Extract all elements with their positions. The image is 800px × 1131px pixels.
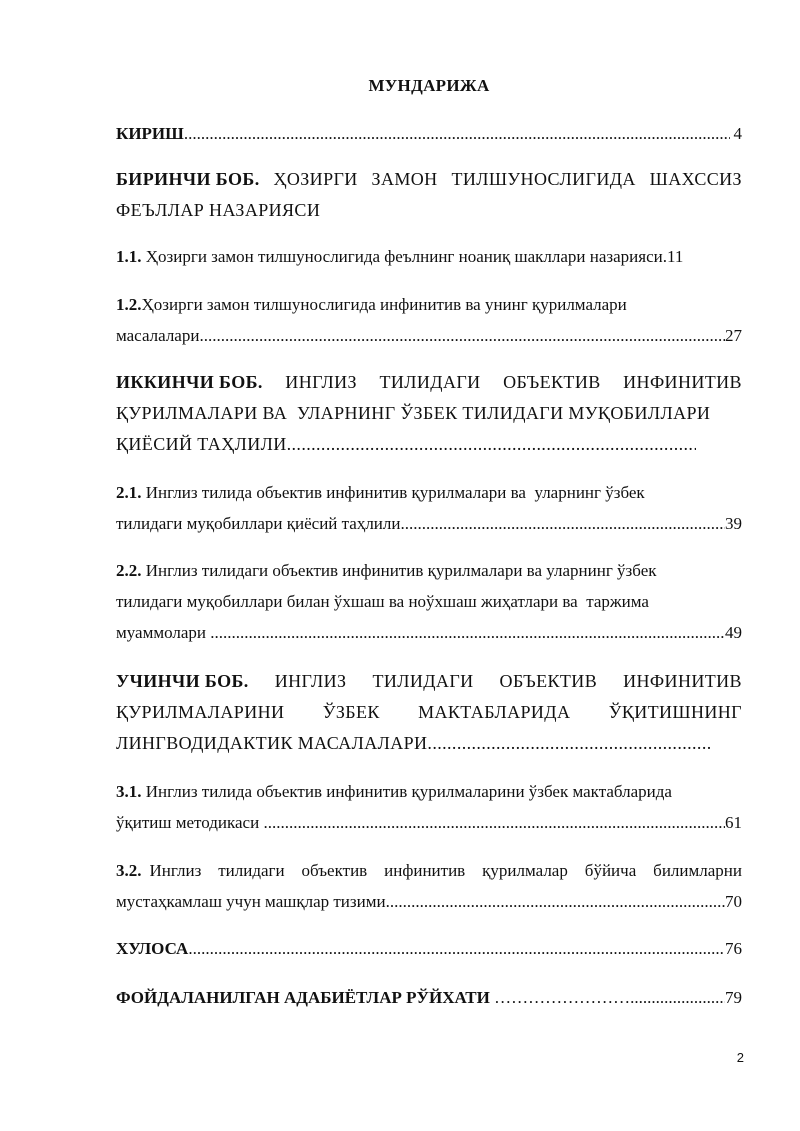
section-title: Ҳозирги замон тилшунослигида инфинитив ва унинг қурилмалари bbox=[141, 295, 627, 314]
toc-page-number: 61 bbox=[725, 813, 742, 832]
section-title: Инглиз тилида объектив инфинитив қурилмаларини ўзбек мактабларида bbox=[145, 782, 672, 801]
toc-section-line bbox=[116, 289, 742, 320]
toc-page-number: 49 bbox=[725, 623, 742, 642]
section-title: Инглиз тилидаги объектив инфинитив қурилмалари ва уларнинг ўзбек bbox=[145, 561, 657, 580]
toc-section-line bbox=[116, 508, 742, 539]
toc-section-line bbox=[116, 886, 742, 917]
section-title-cont: тилидаги муқобиллари қиёсий таҳлили bbox=[116, 514, 401, 533]
toc-page-number: 70 bbox=[725, 892, 742, 911]
chapter-word: ТИЛИДАГИ bbox=[379, 372, 481, 392]
page-number: 2 bbox=[736, 1050, 744, 1065]
section-title-cont: мустаҳкамлаш учун машқлар тизими bbox=[116, 892, 386, 911]
toc-section-1-2[interactable] bbox=[116, 289, 742, 351]
toc-section-line bbox=[116, 807, 742, 838]
toc-section-line: тилидаги муқобиллари билан ўхшаш ва ноўхшаш жиҳатлари ва таржима bbox=[116, 592, 649, 611]
toc-chapter-line bbox=[116, 367, 742, 398]
toc-entry-label: ФОЙДАЛАНИЛГАН АДАБИЁТЛАР РЎЙХАТИ bbox=[116, 988, 490, 1007]
toc-section-line bbox=[116, 477, 742, 508]
section-title: Ҳозирги замон тилшунослигида феълнинг ноаниқ шакллари назарияси. bbox=[145, 247, 667, 266]
chapter-prefix: БИРИНЧИ БОБ. bbox=[116, 169, 260, 189]
chapter-word: ОБЪЕКТИВ bbox=[499, 671, 598, 691]
chapter-title-cont: ҚИЁСИЙ ТАҲЛИЛИ bbox=[116, 434, 287, 454]
toc-section-line bbox=[116, 855, 742, 886]
toc-section-2-1[interactable] bbox=[116, 477, 742, 539]
chapter-word: ЗАМОН bbox=[371, 169, 438, 189]
chapter-prefix: УЧИНЧИ БОБ. bbox=[116, 671, 249, 691]
chapter-word: ОБЪЕКТИВ bbox=[503, 372, 601, 392]
leader-dots bbox=[427, 728, 710, 759]
toc-chapter-line bbox=[116, 666, 742, 697]
section-number: 3.1. bbox=[116, 782, 142, 801]
section-number: 1.1. bbox=[116, 247, 142, 266]
page-title: МУНДАРИЖА bbox=[368, 76, 490, 95]
toc-entry-intro[interactable] bbox=[116, 118, 742, 149]
section-number: 3.2. bbox=[116, 861, 142, 880]
leader-dots bbox=[630, 982, 725, 1013]
leader-dots bbox=[287, 429, 696, 460]
chapter-word: ТИЛИДАГИ bbox=[372, 671, 474, 691]
toc-chapter-line bbox=[116, 429, 696, 460]
toc-section-line bbox=[116, 555, 742, 586]
leader-dots bbox=[386, 886, 725, 917]
toc-chapter-line bbox=[116, 697, 742, 728]
section-title-cont: муаммолари bbox=[116, 623, 211, 642]
section-title-cont: масалалари bbox=[116, 326, 200, 345]
toc-section-1-1[interactable] bbox=[116, 241, 742, 272]
toc-section-line bbox=[116, 776, 742, 807]
leader-dots bbox=[184, 118, 730, 149]
section-title: Инглиз тилида объектив инфинитив қурилмалари ва уларнинг ўзбек bbox=[145, 483, 645, 502]
toc-page-number: 39 bbox=[725, 514, 742, 533]
section-number: 1.2. bbox=[116, 295, 142, 314]
toc-page-number: 11 bbox=[666, 247, 684, 266]
leader-dots bbox=[210, 617, 725, 648]
leader-dots bbox=[400, 508, 725, 539]
chapter-word: ЎЗБЕК bbox=[322, 702, 380, 722]
toc-chapter-3[interactable] bbox=[116, 666, 742, 759]
toc-chapter-2[interactable] bbox=[116, 367, 742, 460]
chapter-word: ИНФИНИТИВ bbox=[623, 372, 742, 392]
chapter-word: ШАХССИЗ bbox=[649, 169, 742, 189]
chapter-word: ИНГЛИЗ bbox=[285, 372, 357, 392]
section-number: 2.2. bbox=[116, 561, 142, 580]
toc-chapter-line bbox=[116, 164, 742, 195]
toc-section-2-2[interactable] bbox=[116, 555, 742, 648]
leader-dots bbox=[188, 933, 725, 964]
leader-dots bbox=[263, 807, 725, 838]
toc-entry-conclusion[interactable] bbox=[116, 933, 742, 964]
toc-page-number: 76 bbox=[725, 939, 742, 958]
chapter-word: ҲОЗИРГИ bbox=[273, 169, 358, 189]
toc-chapter-line: ФЕЪЛЛАР НАЗАРИЯСИ bbox=[116, 200, 321, 220]
chapter-word: ИНФИНИТИВ bbox=[623, 671, 742, 691]
chapter-word: ЎҚИТИШНИНГ bbox=[608, 702, 742, 722]
toc-section-line bbox=[116, 617, 742, 648]
toc-page-number: 79 bbox=[725, 988, 742, 1007]
chapter-word: ИНГЛИЗ bbox=[274, 671, 347, 691]
toc-entry-label: КИРИШ bbox=[116, 124, 184, 143]
toc-section-3-1[interactable] bbox=[116, 776, 742, 838]
toc-section-line bbox=[116, 320, 742, 351]
toc-page-number: 27 bbox=[725, 326, 742, 345]
section-number: 2.1. bbox=[116, 483, 142, 502]
leader-dots bbox=[199, 320, 725, 351]
section-title-cont: ўқитиш методикаси bbox=[116, 813, 264, 832]
toc-chapter-line: ҚУРИЛМАЛАРИ ВА УЛАРНИНГ ЎЗБЕК ТИЛИДАГИ МУҚОБИЛЛАРИ bbox=[116, 403, 711, 423]
leader-ellipsis: …………………… bbox=[489, 988, 631, 1007]
chapter-prefix: ИККИНЧИ БОБ. bbox=[116, 372, 263, 392]
chapter-word: ТИЛШУНОСЛИГИДА bbox=[451, 169, 636, 189]
toc-section-line bbox=[116, 241, 742, 272]
chapter-title-cont: ЛИНГВОДИДАКТИК МАСАЛАЛАРИ bbox=[116, 733, 428, 753]
section-title: Инглиз тилидаги объектив инфинитив қурилмалар бўйича билимларни bbox=[149, 861, 742, 880]
chapter-word: ҚУРИЛМАЛАРИНИ bbox=[116, 702, 285, 722]
toc-section-3-2[interactable] bbox=[116, 855, 742, 917]
toc-entry-references[interactable] bbox=[116, 982, 742, 1013]
toc-chapter-line bbox=[116, 728, 710, 759]
toc-page-number: 4 bbox=[733, 124, 742, 143]
toc-chapter-1[interactable] bbox=[116, 164, 742, 226]
chapter-word: МАКТАБЛАРИДА bbox=[418, 702, 571, 722]
toc-entry-label: ХУЛОСА bbox=[116, 939, 189, 958]
